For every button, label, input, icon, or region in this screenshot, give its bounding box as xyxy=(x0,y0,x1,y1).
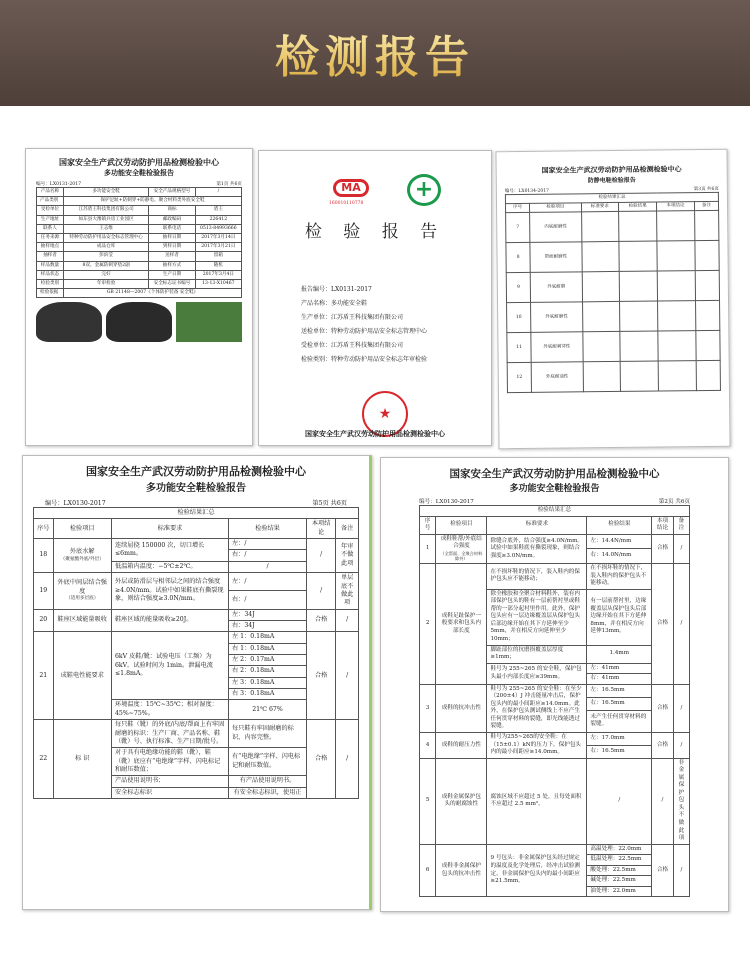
table-row xyxy=(507,301,720,333)
standard-requirement: 脚趾部位的抗磨损覆盖层厚度≥1mm； xyxy=(487,645,587,663)
blurred-cell xyxy=(657,241,695,271)
row-value: 226412 xyxy=(195,215,241,224)
row-label: 安全标志证书编号 xyxy=(149,279,195,288)
table-row xyxy=(37,289,242,298)
conclusion: / xyxy=(307,539,336,573)
row-item: 外底耐磨 xyxy=(530,272,582,303)
report-page-1 xyxy=(25,148,253,446)
field-value: LX0131-2017 xyxy=(331,286,372,293)
row-item: 帮面耐磨性 xyxy=(530,242,582,273)
column-header: 检验结果 xyxy=(229,519,307,539)
cma-code: 160010110778 xyxy=(329,201,364,206)
standard-requirement: 产品使用说明书； xyxy=(112,776,229,787)
test-result: 左：/ xyxy=(229,539,307,550)
test-item-name: 外底水解 xyxy=(69,548,95,556)
row-label: 商标 xyxy=(149,206,195,215)
doc-page: 第3页 共6页 xyxy=(693,186,719,193)
field-label: 生产单位： xyxy=(301,314,332,321)
blurred-cell xyxy=(658,361,696,391)
column-header: 备注 xyxy=(336,519,359,539)
doc-number: 编号：LX0131-2017 xyxy=(36,182,82,187)
row-number: 8 xyxy=(506,242,530,272)
table-row xyxy=(420,758,690,844)
column-header: 本项结论 xyxy=(307,519,336,539)
row-number: 19 xyxy=(34,573,54,609)
cert-logo: + xyxy=(407,174,441,206)
test-result: 右：14.0N/mm xyxy=(587,549,652,564)
standard-requirement: 6kV 皮鞋/靴：试验电压（工频）为 6kV。试验时间为 1min。泄漏电流≤1.8mA。 xyxy=(112,632,229,700)
blurred-cell xyxy=(581,212,619,242)
test-result: 有“电绝缘”字样、闪电标记和耐压数值。 xyxy=(229,748,307,776)
conclusion: 合格 xyxy=(307,609,336,632)
doc-number: 编号：LX0134-2017 xyxy=(504,188,550,195)
test-result: 右：41mm xyxy=(587,674,652,685)
row-number: 22 xyxy=(34,720,54,799)
row-label: 抽样地点 xyxy=(37,243,64,252)
row-value: 如东县大豫镇兵房工业园区 xyxy=(63,215,148,224)
row-number: 5 xyxy=(420,758,436,844)
row-number: 9 xyxy=(506,272,530,302)
row-number: 2 xyxy=(420,564,436,685)
header-row xyxy=(34,519,359,539)
row-number: 3 xyxy=(420,684,436,732)
test-item-name: 成鞋足趾保护一般要求和包头内部长度 xyxy=(441,612,481,634)
remark: 年审不做此项 xyxy=(336,539,359,573)
standard-requirement: 在不损坏鞋的情况下，装入鞋内的保护包头应不能移动； xyxy=(487,564,587,590)
row-label: 安全产品规格型号 xyxy=(149,188,195,197)
doc-subtitle: 多功能安全鞋检验报告 xyxy=(146,483,246,494)
standard-requirement: 安全标志标识 xyxy=(112,787,229,798)
standard-requirement: 每只鞋（靴）的外底/内底/帮面上有牢固耐磨的标识：生产厂商、产品名称、鞋（靴）号、执行标准、生产日期/批号。 xyxy=(112,720,229,748)
test-item xyxy=(53,609,112,632)
test-result: 有安全标志标识，使用正 xyxy=(229,787,307,798)
info-table xyxy=(36,187,242,298)
test-item-name: 成鞋的抗冲击性 xyxy=(441,704,481,711)
row-label: 检验依据 xyxy=(37,289,64,298)
blurred-cell xyxy=(583,362,621,392)
table-row xyxy=(420,844,690,855)
row-label: 联系电话 xyxy=(149,224,195,233)
row-number: 21 xyxy=(34,632,54,720)
test-result: 左 3：0.18mA xyxy=(229,677,307,688)
row-label: 送样者 xyxy=(149,252,195,261)
row-value: 留箱 xyxy=(195,252,241,261)
test-result: 右：16.5mm xyxy=(587,697,652,710)
report-page-3 xyxy=(495,149,730,449)
test-result: 左 1：0.18mA xyxy=(229,632,307,643)
row-value: 多功能安全鞋 xyxy=(63,188,148,197)
row-number: 20 xyxy=(34,609,54,632)
test-result: 右 2：0.18mA xyxy=(229,666,307,677)
table-row xyxy=(37,252,242,261)
sample-photos xyxy=(36,302,242,342)
doc-number: 编号：LX0130-2017 xyxy=(419,499,474,505)
test-result: 在不损坏鞋的情况下，装入鞋内的保护包头不能移动。 xyxy=(587,564,652,590)
table-row xyxy=(506,271,719,303)
row-value: 江苏盾王科技集团有限公司 xyxy=(63,206,148,215)
row-value: 13-13-X10467 xyxy=(195,279,241,288)
doc-page: 第5页 共6页 xyxy=(312,500,347,507)
conclusion: 合格 xyxy=(307,720,336,799)
row-item: 外底耐刺穿性 xyxy=(531,332,583,363)
standard-requirement: 连续屈挠 150000 次，切口增长≤6mm。 xyxy=(112,539,229,562)
test-result: 左：41mm xyxy=(587,663,652,674)
test-item-name: 成鞋的耐压力性 xyxy=(441,741,481,748)
test-item-note: （全帮面、全聚合材料除外） xyxy=(440,550,483,562)
cover-field xyxy=(301,312,491,321)
test-item xyxy=(53,539,112,573)
row-label: 生产日期 xyxy=(149,270,195,279)
standard-requirement: 鞋号为255~265的安全鞋：在（15±0.1）kN的压力下，保护包头内的最小间距应≥14.0mm。 xyxy=(487,733,587,759)
test-result: 有一层前帮衬里，边缘覆盖层从保护包头后部边缘开始在其下方延伸8mm，并在相反方向延伸13mm。 xyxy=(587,589,652,645)
row-item: 外底耐磨性 xyxy=(531,302,583,333)
row-value: 盾王 xyxy=(195,206,241,215)
report-page-5 xyxy=(22,455,372,910)
standard-requirement: 9 号包头：非金属保护包头经过规定的温度及化学处理后，经冲击试验测定，非金属保护包头内的最小间距应≥21.5mm。 xyxy=(487,844,587,897)
summary-header: 检验结果汇总 xyxy=(505,192,718,203)
table-row xyxy=(34,632,359,643)
test-result: 右 3：0.18mA xyxy=(229,689,307,700)
field-label: 检验类别： xyxy=(301,356,332,363)
test-result: / xyxy=(587,758,652,844)
test-item xyxy=(53,573,112,609)
test-result: 左：17.0mm xyxy=(587,733,652,746)
field-value: 江苏盾王科技集团有限公司 xyxy=(331,342,404,349)
remark: / xyxy=(673,733,689,759)
column-header: 备注 xyxy=(694,201,718,210)
row-label: 到样日期 xyxy=(149,243,195,252)
row-value: 2017年3月21日 xyxy=(195,243,241,252)
test-item xyxy=(53,720,112,799)
table-row xyxy=(37,270,242,279)
table-row xyxy=(37,197,242,206)
column-header: 检验项目 xyxy=(530,203,581,213)
blurred-cell xyxy=(581,242,619,272)
row-value: 彭滨莹 xyxy=(63,252,148,261)
doc-page: 第2页 共6页 xyxy=(658,499,690,505)
table-row xyxy=(34,573,359,591)
test-result: 酸处理：22.5mm xyxy=(587,865,652,876)
field-label: 受检单位： xyxy=(301,342,332,349)
standard-requirement: 鞋号为 255~265 的安全鞋，保护包头最小内部长度应≥39mm。 xyxy=(487,663,587,684)
test-item xyxy=(436,564,487,685)
row-label: 产品类别 xyxy=(37,197,64,206)
blurred-cell xyxy=(696,331,721,361)
column-header: 检验结果 xyxy=(619,202,657,211)
report-page-2 xyxy=(380,457,729,912)
table-row xyxy=(37,224,242,233)
test-item xyxy=(436,733,487,759)
doc-title: 国家安全生产武汉劳动防护用品检测检验中心 xyxy=(59,158,219,167)
blurred-cell xyxy=(694,211,719,241)
test-result: 油处理：22.0mm xyxy=(587,886,652,897)
test-result: 左 2：0.17mA xyxy=(229,655,307,666)
conclusion: / xyxy=(652,758,674,844)
remark: / xyxy=(673,684,689,732)
column-header: 序号 xyxy=(505,203,529,212)
column-header: 备注 xyxy=(673,516,689,534)
test-item xyxy=(53,632,112,720)
row-label: 受检单位 xyxy=(37,206,64,215)
test-result: 低温处理：22.5mm xyxy=(587,855,652,866)
row-item: 内底耐磨性 xyxy=(530,212,582,243)
table-row xyxy=(506,241,719,273)
row-value: 保护足趾+防刺穿+防静电、聚合材料类外底安全鞋 xyxy=(63,197,241,206)
results-table xyxy=(419,505,690,897)
doc-subtitle: 防静电鞋检验报告 xyxy=(587,176,636,185)
row-label: 检验类别 xyxy=(37,279,64,288)
cover-field xyxy=(301,326,491,335)
blurred-cell xyxy=(582,272,620,302)
banner xyxy=(0,0,750,106)
remark: / xyxy=(673,564,689,685)
blurred-cell xyxy=(657,271,695,301)
row-value: 随机 xyxy=(195,261,241,270)
standard-requirement: 外层或防滑层与相邻层之间的结合强度≥4.0N/mm。试验中如果鞋底有撕裂现象，则结合强度≥3.0N/mm。 xyxy=(112,573,229,609)
conclusion: 合格 xyxy=(652,534,674,563)
cma-logo: MA xyxy=(333,179,369,197)
row-value: 王志维 xyxy=(63,224,148,233)
test-result: 未产生任何贯穿材料的裂缝。 xyxy=(587,710,652,732)
test-result: 右：16.5mm xyxy=(587,745,652,758)
doc-title: 国家安全生产武汉劳动防护用品检测检验中心 xyxy=(86,465,306,478)
standard-requirement: 除缝合底外，结合强度≥4.0N/mm。试验中如果鞋底有撕裂现象，则结合强度≥3.0N/mm。 xyxy=(487,534,587,563)
blurred-cell xyxy=(619,211,657,241)
test-result: 左：16.5mm xyxy=(587,684,652,697)
conclusion: 合格 xyxy=(307,632,336,720)
test-result: / xyxy=(229,561,307,572)
test-item-note: （聚氨酯外底/外层） xyxy=(60,556,104,562)
test-item xyxy=(436,684,487,732)
results-table xyxy=(33,507,359,799)
table-row xyxy=(37,243,242,252)
row-label: 抽样者 xyxy=(37,252,64,261)
table-row xyxy=(34,539,359,550)
blurred-cell xyxy=(695,241,720,271)
row-value: 成品仓库 xyxy=(63,243,148,252)
row-value: 2017年3月14日 xyxy=(195,233,241,242)
summary-header: 检验结果汇总 xyxy=(420,506,690,517)
row-value: 完好 xyxy=(63,270,148,279)
test-item-name: 标 识 xyxy=(75,754,90,762)
field-value: 江苏盾王科技集团有限公司 xyxy=(331,314,404,321)
blurred-cell xyxy=(658,301,696,331)
report-cover xyxy=(258,150,492,446)
test-item-name: 成鞋电性能要求 xyxy=(60,671,104,679)
table-row xyxy=(507,361,720,393)
test-item-name: 鞋座区域能量吸收 xyxy=(57,616,107,624)
table-row xyxy=(37,215,242,224)
column-header: 标准要求 xyxy=(487,516,587,534)
test-item-note: （适用多层底） xyxy=(66,596,99,602)
standard-requirement: 腐蚀区域不应超过 5 处，且每处面积不应超过 2.5 mm²。 xyxy=(487,758,587,844)
table-row xyxy=(37,233,242,242)
test-item xyxy=(436,844,487,897)
blurred-cell xyxy=(582,302,620,332)
test-result: 高温处理：22.0mm xyxy=(587,844,652,855)
row-value: 特种劳动防护用品安全标志管理中心 xyxy=(63,233,148,242)
column-header: 检验结果 xyxy=(587,516,652,534)
field-label: 报告编号： xyxy=(301,286,332,293)
column-header: 标准要求 xyxy=(112,519,229,539)
row-number: 10 xyxy=(507,302,531,332)
table-row xyxy=(420,733,690,746)
test-item-name: 成鞋非金属保护包头的抗冲击性 xyxy=(441,862,481,877)
cover-field xyxy=(301,298,491,307)
row-value: GB 21148—2007《个体防护装备 安全鞋》 xyxy=(63,289,241,298)
test-result: 右：/ xyxy=(229,591,307,609)
table-row xyxy=(420,534,690,549)
column-header: 检验项目 xyxy=(53,519,112,539)
test-item-name: 外底中间层结合强度 xyxy=(57,579,107,595)
row-number: 1 xyxy=(420,534,436,563)
row-label: 抽样方式 xyxy=(149,261,195,270)
column-header: 序号 xyxy=(420,516,436,534)
blurred-cell xyxy=(619,241,657,271)
remark: / xyxy=(336,609,359,632)
row-value: 2017年3月4日 xyxy=(195,270,241,279)
standard-requirement: 除全橡胶和全聚合材料鞋外，装有内部保护包头的鞋有一层前帮衬里或鞋帮的一部分起衬里作用。此外，保护包头应有一层边缘覆盖层从保护包头后部边缘开始在其下方延伸至少5mm，并在相反方向延伸至少10mm； xyxy=(487,589,587,645)
row-value: / xyxy=(195,188,241,197)
row-value: 年审检验 xyxy=(63,279,148,288)
remark: / xyxy=(336,632,359,720)
cover-title: 检 验 报 告 xyxy=(304,222,446,242)
table-row xyxy=(37,261,242,270)
table-row xyxy=(420,564,690,590)
row-label: 联系人 xyxy=(37,224,64,233)
field-label: 产品名称： xyxy=(301,300,332,307)
test-result: 21℃ 67% xyxy=(229,700,307,720)
row-number: 11 xyxy=(507,332,531,362)
blurred-cell xyxy=(696,361,721,391)
test-item xyxy=(436,758,487,844)
remark: / xyxy=(673,844,689,897)
column-header: 检验项目 xyxy=(436,516,487,534)
header-row xyxy=(420,516,690,534)
table-row xyxy=(37,206,242,215)
test-result: 左：34J xyxy=(229,609,307,620)
table-row xyxy=(420,684,690,697)
row-number: 6 xyxy=(420,844,436,897)
test-result: 碱处理：22.5mm xyxy=(587,876,652,887)
test-result: 右 1：0.18mA xyxy=(229,643,307,654)
red-seal: ★ xyxy=(362,391,408,437)
row-number: 4 xyxy=(420,733,436,759)
cover-footer: 国家安全生产武汉劳动防护用品检测检验中心 xyxy=(305,430,445,438)
blurred-cell xyxy=(582,332,620,362)
standard-requirement: 低温箱内温度：−5℃±2℃。 xyxy=(112,561,229,572)
row-value: 8双、金属防刺穿垫2副 xyxy=(63,261,148,270)
field-value: 多功能安全鞋 xyxy=(331,300,368,307)
doc-subtitle: 多功能安全鞋检验报告 xyxy=(104,169,174,177)
doc-subtitle: 多功能安全鞋检验报告 xyxy=(509,484,600,494)
row-label: 生产地址 xyxy=(37,215,64,224)
conclusion: 合格 xyxy=(652,684,674,732)
row-number: 7 xyxy=(506,212,530,242)
test-result: 有产品使用说明书。 xyxy=(229,776,307,787)
row-label: 任务来源 xyxy=(37,233,64,242)
conclusion: / xyxy=(307,573,336,609)
doc-title: 国家安全生产武汉劳动防护用品检测检验中心 xyxy=(541,165,682,175)
column-header: 序号 xyxy=(34,519,54,539)
standard-requirement: 鞋号为 255~265 的安全鞋：在至少（200±4）J 冲击能量冲击后，保护包头内的最小间距应≥14.0mm。此外，在保护包头测试侧线上不应产生任何贯穿材料的裂缝，即光线能透过裂缝。 xyxy=(487,684,587,732)
test-item-name: 成鞋鞋帮/外底结合强度 xyxy=(440,535,482,550)
remark: / xyxy=(336,720,359,799)
blurred-cell xyxy=(657,211,695,241)
test-item-name: 成鞋金属保护包头的耐腐蚀性 xyxy=(441,793,481,808)
field-value: 特种劳动防护用品安全标志年审检验 xyxy=(331,356,428,363)
blurred-cell xyxy=(695,271,720,301)
test-item xyxy=(436,534,487,563)
table-row xyxy=(34,720,359,748)
cover-field xyxy=(301,284,491,293)
standard-requirement: 对于具有电绝缘功能的鞋（靴），鞋（靴）底应有“电绝缘”字样、闪电标记和耐压数值； xyxy=(112,748,229,776)
remark: 单层底不做此项 xyxy=(336,573,359,609)
blurred-cell xyxy=(695,301,720,331)
remark: / xyxy=(673,534,689,563)
column-header: 本项结论 xyxy=(652,516,674,534)
test-result: 右：/ xyxy=(229,550,307,561)
test-result: 左：/ xyxy=(229,573,307,591)
conclusion: 合格 xyxy=(652,733,674,759)
row-label: 产品名称 xyxy=(37,188,64,197)
table-row xyxy=(37,188,242,197)
field-label: 送检单位： xyxy=(301,328,332,335)
field-value: 特种劳动防护用品安全标志管理中心 xyxy=(331,328,428,335)
row-label: 样品状态 xyxy=(37,270,64,279)
results-table xyxy=(505,192,721,393)
row-label: 抽样日期 xyxy=(149,233,195,242)
remark: 非金属保护包头不做此项 xyxy=(673,758,689,844)
blurred-cell xyxy=(620,331,658,361)
table-row xyxy=(507,331,720,363)
blurred-cell xyxy=(620,361,658,391)
test-result: 右：34J xyxy=(229,620,307,631)
test-result: 左：14.4N/mm xyxy=(587,534,652,549)
standard-requirement: 环境温度：15℃~35℃；相对湿度：45%~75%。 xyxy=(112,700,229,720)
row-label: 样品数量 xyxy=(37,261,64,270)
row-value: 0513-84993666 xyxy=(195,224,241,233)
column-header: 标准要求 xyxy=(581,202,619,211)
summary-header: 检验结果汇总 xyxy=(34,508,359,519)
table-row xyxy=(506,211,719,243)
standard-requirement: 鞋座区域的能量吸收≥20J。 xyxy=(112,609,229,632)
table-row xyxy=(34,609,359,620)
cover-field xyxy=(301,354,491,363)
blurred-cell xyxy=(620,301,658,331)
cover-field xyxy=(301,340,491,349)
row-item: 外底耐油性 xyxy=(531,362,583,393)
conclusion: 合格 xyxy=(652,844,674,897)
blurred-cell xyxy=(619,271,657,301)
banner-title: 检测报告 xyxy=(275,21,475,85)
doc-page: 第1页 共6页 xyxy=(216,182,242,187)
row-number: 12 xyxy=(507,362,531,392)
test-result: 1.4mm xyxy=(587,645,652,663)
conclusion: 合格 xyxy=(652,564,674,685)
doc-number: 编号：LX0130-2017 xyxy=(45,500,106,507)
row-label: 邮政编码 xyxy=(149,215,195,224)
doc-title: 国家安全生产武汉劳动防护用品检测检验中心 xyxy=(449,468,660,480)
test-result: 每只鞋有牢固耐磨的标识，内容完整。 xyxy=(229,720,307,748)
column-header: 本项结论 xyxy=(657,202,695,211)
table-row xyxy=(37,279,242,288)
row-number: 18 xyxy=(34,539,54,573)
blurred-cell xyxy=(658,331,696,361)
